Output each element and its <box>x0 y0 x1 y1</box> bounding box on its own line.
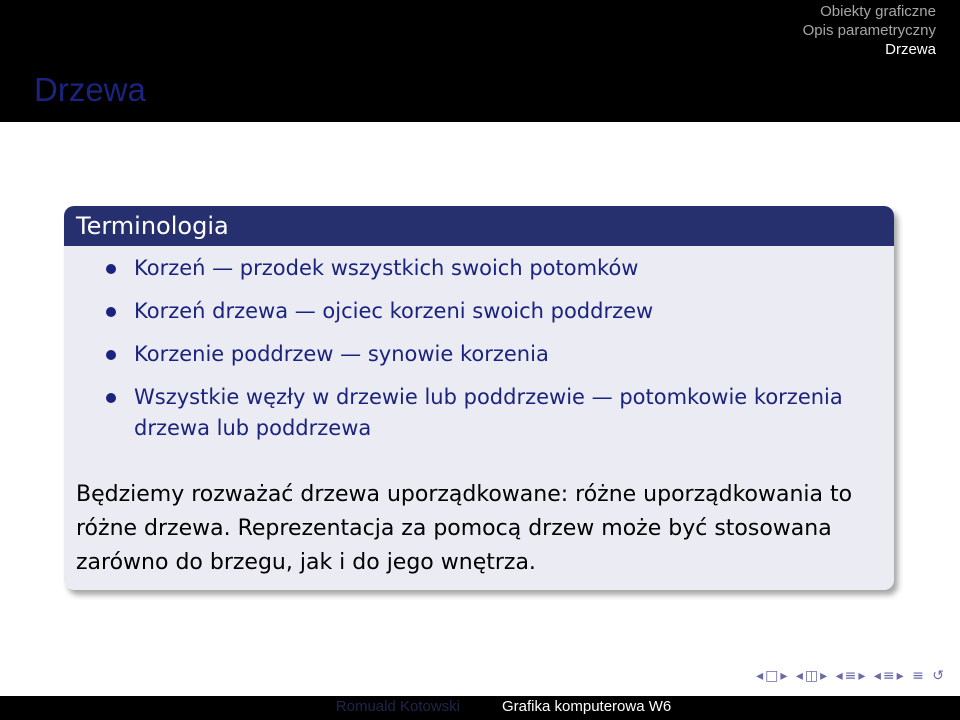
nav-subsection-icon[interactable]: ◂≡▸ <box>835 668 868 684</box>
nav-item-obiekty[interactable]: Obiekty graficzne <box>820 3 936 20</box>
section-nav <box>480 2 960 59</box>
header-right <box>480 0 960 62</box>
nav-item-opis[interactable]: Opis parametryczny <box>802 22 936 39</box>
item-text: Wszystkie węzły w drzewie lub poddrzewie — potomkowie korzenia drzewa lub poddrzewa <box>134 385 843 440</box>
nav-section-icon[interactable]: ◂≡▸ <box>873 668 906 684</box>
block-title: Terminologia <box>64 206 894 246</box>
bullet-icon <box>106 264 116 274</box>
header-left <box>0 0 480 62</box>
bullet-icon <box>106 307 116 317</box>
list-item <box>64 339 844 370</box>
footer-author: Romuald Kotowski <box>335 698 460 715</box>
bullet-icon <box>106 393 116 403</box>
item-text: Korzeń drzewa — ojciec korzeni swoich poddrzew <box>134 299 654 323</box>
list-item <box>64 296 844 327</box>
header-bar <box>0 0 960 62</box>
body-paragraph: Będziemy rozważać drzewa uporządkowane: różne uporządkowania to różne drzewa. Reprezentacja za pomocą drzew może być stosowana zarówno do brzegu, jak i do jego wnętrza. <box>76 482 853 575</box>
list-item <box>64 253 844 284</box>
terminology-block <box>64 206 894 590</box>
list-item <box>64 382 844 444</box>
beamer-nav-symbols[interactable] <box>756 668 946 684</box>
nav-prev-slide-icon[interactable]: ◂□▸ <box>756 668 790 684</box>
nav-item-drzewa[interactable]: Drzewa <box>885 41 936 58</box>
nav-frame-icon[interactable]: ◂◫▸ <box>795 668 830 684</box>
nav-align-icon[interactable]: ≡ <box>912 668 926 684</box>
nav-search-icon[interactable]: ↺ <box>932 668 946 684</box>
frame-title: Drzewa <box>34 71 146 108</box>
footer-bar <box>0 696 960 720</box>
footer-course: Grafika komputerowa W6 <box>502 698 672 715</box>
item-text: Korzenie poddrzew — synowie korzenia <box>134 342 549 366</box>
item-text: Korzeń — przodek wszystkich swoich potomków <box>134 256 639 280</box>
bullet-icon <box>106 350 116 360</box>
